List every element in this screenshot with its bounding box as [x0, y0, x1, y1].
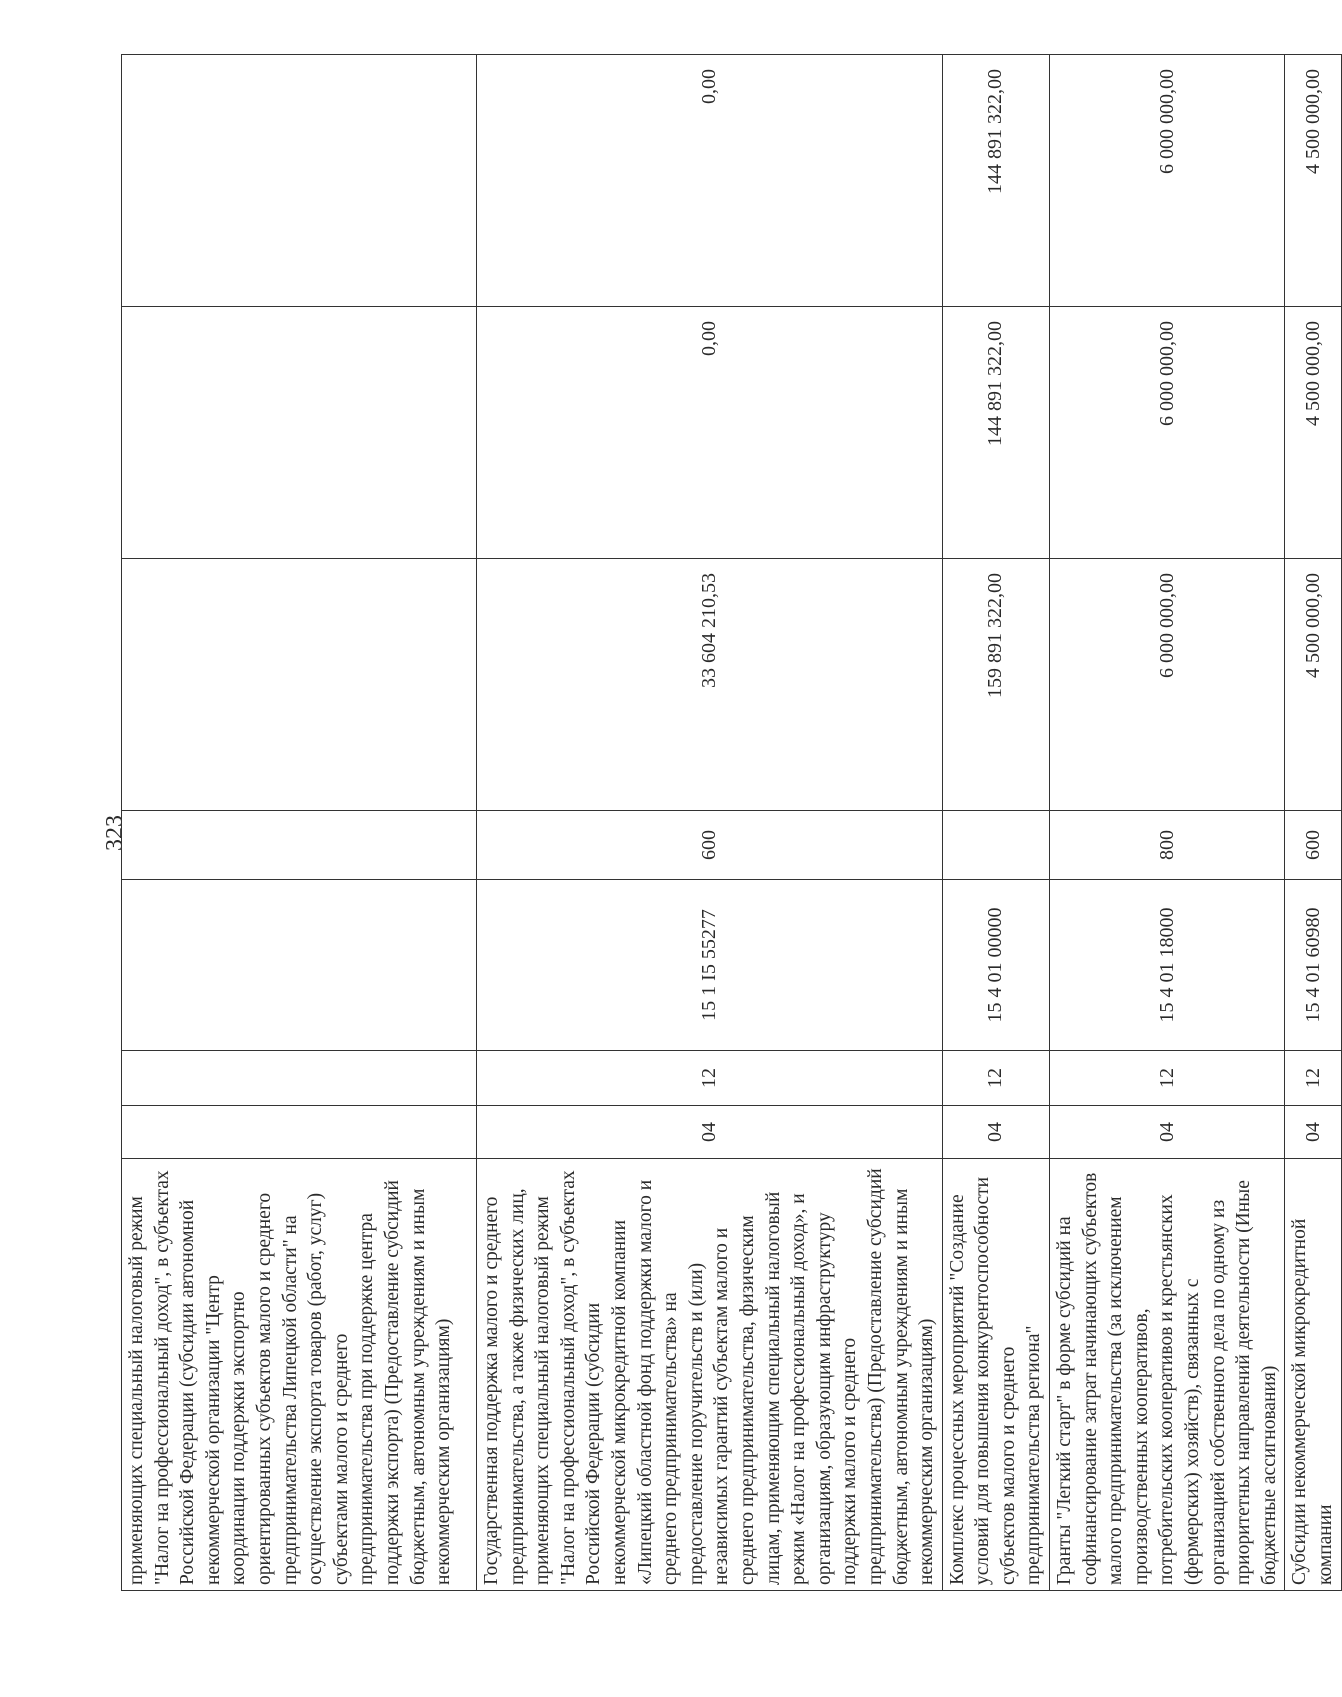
podrazdel-code: 12: [477, 1051, 943, 1106]
podrazdel-code: [122, 1051, 477, 1106]
amount-year-1: 6 000 000,00: [1050, 559, 1285, 811]
razdel-code: 04: [1285, 1106, 1341, 1159]
amount-year-2: [122, 307, 477, 559]
amount-year-1: 4 500 000,00: [1285, 559, 1341, 811]
page-number: 323: [102, 815, 128, 851]
target-article-code: [122, 880, 477, 1051]
rotated-page-content: [121, 55, 1336, 1591]
amount-year-3: 144 891 322,00: [942, 55, 1049, 307]
target-article-code: 15 4 01 60980: [1285, 880, 1341, 1051]
amount-year-3: [122, 55, 477, 307]
item-description: Государственная поддержка малого и среднего предпринимательства, а также физических лиц, применяющих специальный налоговый режим "Налог на профессиональный доход", в субъектах Российской Федерации (субсидии некоммерческой микрокредитной компании «Липецкий областной фонд поддержки малого и среднего предпринимательства» на предоставление поручительств и (или) независимых гарантий субъектам малого и среднего предпринимательства, физическим лицам, применяющим специальный налоговый режим «Налог на профессиональный доход», и организациям, образующим инфраструктуру поддержки малого и среднего предпринимательства) (Предоставление субсидий бюджетным, автономным учреждениям и иным некоммерческим организациям): [477, 1159, 943, 1591]
amount-year-3: 0,00: [477, 55, 943, 307]
table-row: [1050, 55, 1285, 1591]
podrazdel-code: 12: [1285, 1051, 1341, 1106]
amount-year-1: 159 891 322,00: [942, 559, 1049, 811]
amount-year-3: 6 000 000,00: [1050, 55, 1285, 307]
target-article-code: 15 4 01 00000: [942, 880, 1049, 1051]
table-row: [942, 55, 1049, 1591]
expense-type-code: [122, 811, 477, 880]
target-article-code: 15 4 01 18000: [1050, 880, 1285, 1051]
razdel-code: 04: [477, 1106, 943, 1159]
podrazdel-code: 12: [1050, 1051, 1285, 1106]
amount-year-1: [122, 559, 477, 811]
item-description: Комплекс процессных мероприятий "Создание условий для повышения конкурентоспособности субъектов малого и среднего предпринимательства региона": [942, 1159, 1049, 1591]
amount-year-2: 6 000 000,00: [1050, 307, 1285, 559]
razdel-code: 04: [1050, 1106, 1285, 1159]
item-description: применяющих специальный налоговый режим "Налог на профессиональный доход", в субъектах Российской Федерации (субсидии автономной некоммерческой организации "Центр координации поддержки экспортно ориентированных субъектов малого и среднего предпринимательства Липецкой области" на осуществление экспорта товаров (работ, услуг) субъектами малого и среднего предпринимательства при поддержке центра поддержки экспорта) (Предоставление субсидий бюджетным, автономным учреждениям и иным некоммерческим организациям): [122, 1159, 477, 1591]
expense-type-code: 800: [1050, 811, 1285, 880]
table-row: [1285, 55, 1341, 1591]
expense-type-code: [942, 811, 1049, 880]
target-article-code: 15 1 I5 55277: [477, 880, 943, 1051]
amount-year-2: 0,00: [477, 307, 943, 559]
amount-year-3: 4 500 000,00: [1285, 55, 1341, 307]
razdel-code: [122, 1106, 477, 1159]
item-description: Гранты "Легкий старт" в форме субсидий на софинансирование затрат начинающих субъектов малого предпринимательства (за исключением производственных кооперативов, потребительских кооперативов и крестьянских (фермерских) хозяйств), связанных с организацией собственного дела по одному из приоритетных направлений деятельности (Иные бюджетные ассигнования): [1050, 1159, 1285, 1591]
table-row: [122, 55, 477, 1591]
podrazdel-code: 12: [942, 1051, 1049, 1106]
expense-type-code: 600: [477, 811, 943, 880]
item-description: Субсидии некоммерческой микрокредитной компании: [1285, 1159, 1341, 1591]
razdel-code: 04: [942, 1106, 1049, 1159]
amount-year-1: 33 604 210,53: [477, 559, 943, 811]
expense-type-code: 600: [1285, 811, 1341, 880]
table-row: [477, 55, 943, 1591]
amount-year-2: 144 891 322,00: [942, 307, 1049, 559]
amount-year-2: 4 500 000,00: [1285, 307, 1341, 559]
budget-table: [121, 54, 1342, 1591]
